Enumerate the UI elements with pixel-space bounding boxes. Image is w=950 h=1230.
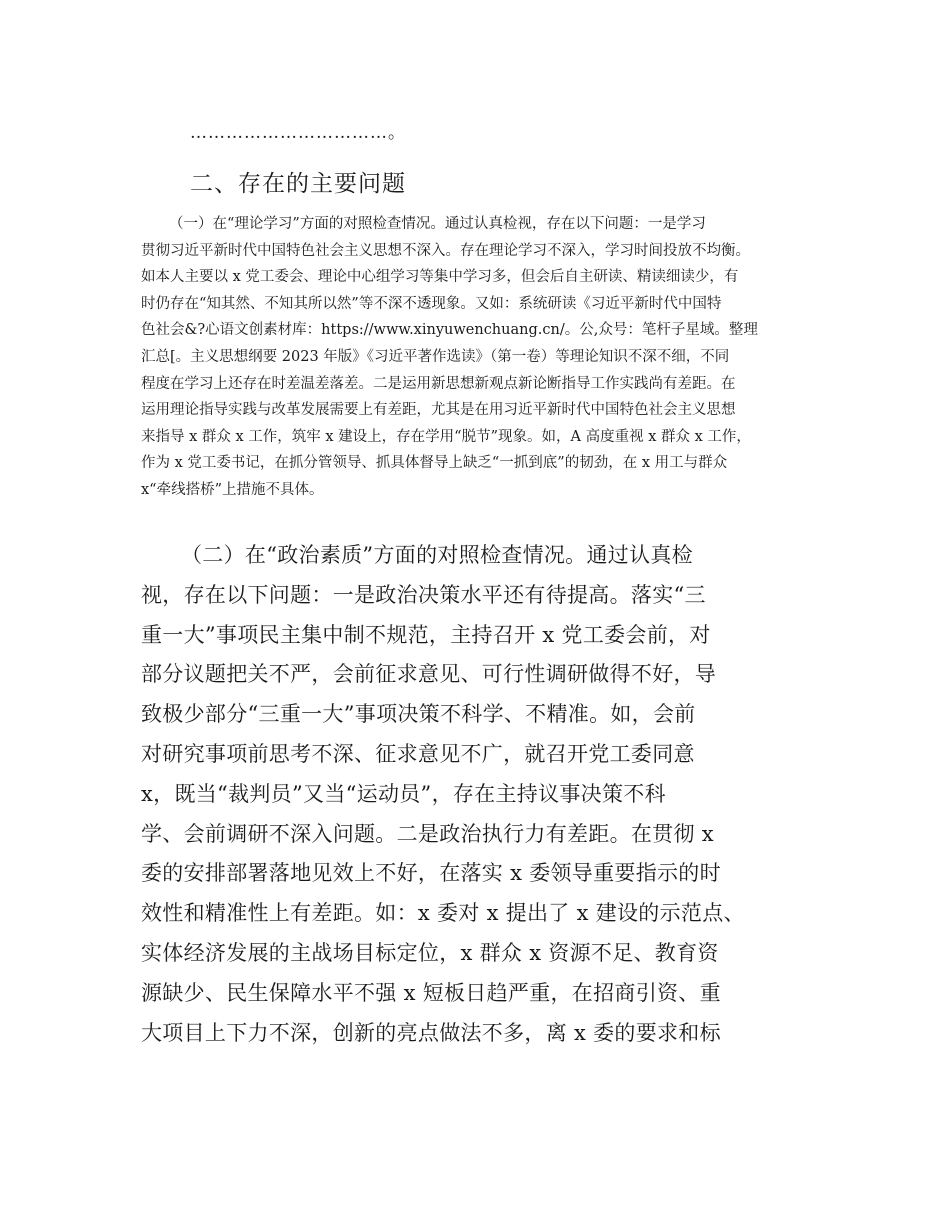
paragraph-line: 作为 x 党工委书记，在抓分管领导、抓具体督导上缺乏“一抓到底”的韧劲，在 x 用工与群众 [141, 455, 728, 472]
paragraph-political-quality [141, 536, 831, 1053]
paragraph-line: 实体经济发展的主战场目标定位，x 群众 x 资源不足、教育资 [141, 940, 719, 965]
section-heading: 二、存在的主要问题 [190, 171, 406, 197]
paragraph-line: 时仍存在“知其然、不知其所以然”等不深不透现象。又如：系统研读《习近平新时代中国特 [141, 295, 722, 312]
paragraph-line: x“牵线搭桥”上措施不具体。 [141, 481, 324, 498]
paragraph-line: （二）在“政治素质”方面的对照检查情况。通过认真检 [181, 543, 693, 567]
paragraph-line: 如本人主要以 x 党工委会、理论中心组学习等集中学习多，但会后自主研读、精读细读少，有 [141, 269, 739, 286]
paragraph-line: 来指导 x 群众 x 工作，筑牢 x 建设上，存在学用“脱节”现象。如，A 高度重视 x 群众 x 工作， [141, 428, 751, 445]
paragraph-line: 视，存在以下问题：一是政治决策水平还有待提高。落实“三 [141, 582, 706, 607]
paragraph-line: 对研究事项前思考不深、征求意见不广，就召开党工委同意 [141, 741, 695, 766]
paragraph-line: 程度在学习上还存在时差温差落差。二是运用新思想新观点新论断指导工作实践尚有差距。在 [141, 375, 736, 392]
paragraph-theory-study [141, 211, 821, 504]
paragraph-line: （一）在“理论学习”方面的对照检查情况。通过认真检视，存在以下问题：一是学习 [169, 216, 706, 232]
paragraph-line: 运用理论指导实践与改革发展需要上有差距，尤其是在用习近平新时代中国特色社会主义思想 [141, 402, 736, 419]
paragraph-line: 重一大”事项民主集中制不规范，主持召开 x 党工委会前，对 [141, 622, 711, 647]
paragraph-line: 大项目上下力不深，创新的亮点做法不多，离 x 委的要求和标 [141, 1020, 721, 1045]
paragraph-line: 色社会&?心语文创素材库：https://www.xinyuwenchuang.cn/。公,众号：笔杆子星域。整理 [141, 322, 758, 339]
paragraph-line: 效性和精准性上有差距。如：x 委对 x 提出了 x 建设的示范点、 [141, 901, 745, 926]
paragraph-line: 源缺少、民生保障水平不强 x 短板日趋严重，在招商引资、重 [141, 980, 721, 1005]
paragraph-line: 汇总[。主义思想纲要 2023 年版》《习近平著作选读》（第一卷）等理论知识不深不细，不同 [141, 348, 730, 365]
paragraph-line: 致极少部分“三重一大”事项决策不科学、不精准。如，会前 [141, 702, 696, 727]
paragraph-line: x，既当“裁判员”又当“运动员”，存在主持议事决策不科 [141, 781, 666, 806]
paragraph-line: 学、会前调研不深入问题。二是政治执行力有差距。在贯彻 x [141, 821, 714, 846]
ellipsis-continuation: ……………………………。 [190, 123, 406, 143]
paragraph-line: 贯彻习近平新时代中国特色社会主义思想不深入。存在理论学习不深入，学习时间投放不均衡。 [141, 242, 750, 259]
paragraph-line: 委的安排部署落地见效上不好，在落实 x 委领导重要指示的时 [141, 861, 721, 886]
paragraph-line: 部分议题把关不严，会前征求意见、可行性调研做得不好，导 [141, 662, 717, 687]
